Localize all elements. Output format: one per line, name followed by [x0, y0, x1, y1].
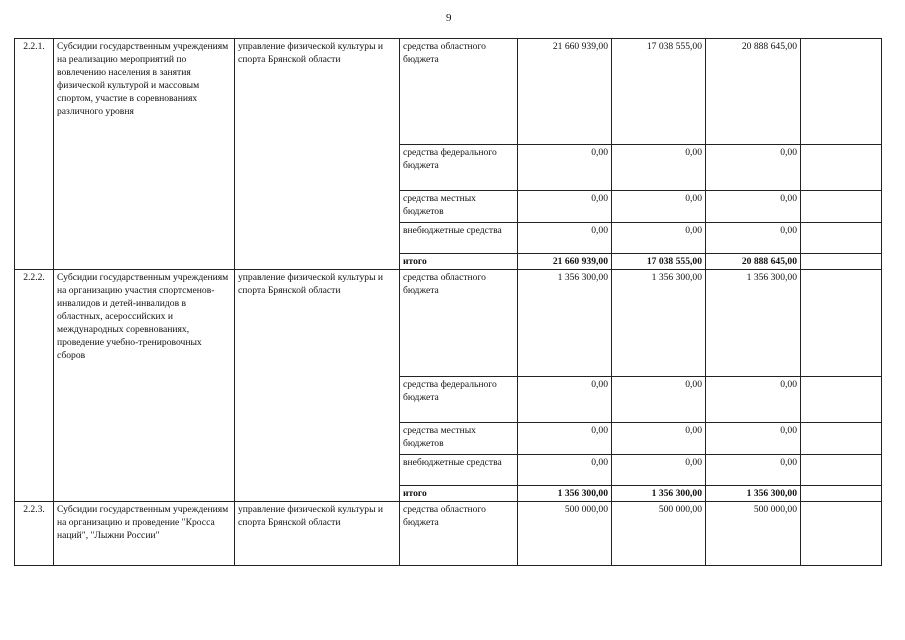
amount-cell: 0,00 — [518, 145, 612, 191]
amount-cell: 17 038 555,00 — [612, 254, 706, 270]
table-row — [15, 502, 882, 566]
empty-cell — [801, 270, 882, 377]
amount-cell: 0,00 — [706, 423, 801, 455]
amount-cell: 1 356 300,00 — [612, 486, 706, 502]
amount-cell: 0,00 — [706, 223, 801, 254]
funding-source: средства областного бюджета — [400, 270, 518, 377]
item-description: Субсидии государственным учреждениям на реализацию мероприятий по вовлечению населения в занятия физической культурой и массовым спортом, участие в соревнованиях различного уровня — [54, 39, 235, 270]
funding-source: средства местных бюджетов — [400, 191, 518, 223]
budget-table — [14, 38, 882, 566]
empty-cell — [801, 486, 882, 502]
amount-cell: 1 356 300,00 — [706, 270, 801, 377]
amount-cell: 0,00 — [706, 377, 801, 423]
amount-cell: 0,00 — [518, 423, 612, 455]
funding-source: внебюджетные средства — [400, 223, 518, 254]
amount-cell: 0,00 — [612, 223, 706, 254]
amount-cell: 0,00 — [518, 455, 612, 486]
amount-cell: 1 356 300,00 — [518, 270, 612, 377]
item-executor: управление физической культуры и спорта Брянской области — [235, 39, 400, 270]
amount-cell: 0,00 — [612, 377, 706, 423]
amount-cell: 20 888 645,00 — [706, 39, 801, 145]
empty-cell — [801, 377, 882, 423]
amount-cell: 0,00 — [706, 191, 801, 223]
amount-cell: 1 356 300,00 — [706, 486, 801, 502]
amount-cell: 0,00 — [612, 145, 706, 191]
item-executor: управление физической культуры и спорта Брянской области — [235, 270, 400, 502]
item-code: 2.2.3. — [15, 502, 54, 566]
amount-cell: 0,00 — [706, 145, 801, 191]
empty-cell — [801, 502, 882, 566]
amount-cell: 0,00 — [612, 191, 706, 223]
empty-cell — [801, 191, 882, 223]
amount-cell: 0,00 — [518, 377, 612, 423]
amount-cell: 0,00 — [612, 423, 706, 455]
amount-cell: 500 000,00 — [518, 502, 612, 566]
funding-source: средства областного бюджета — [400, 39, 518, 145]
table-row — [15, 270, 882, 377]
funding-source: внебюджетные средства — [400, 455, 518, 486]
empty-cell — [801, 145, 882, 191]
item-executor: управление физической культуры и спорта Брянской области — [235, 502, 400, 566]
empty-cell — [801, 455, 882, 486]
amount-cell: 0,00 — [612, 455, 706, 486]
empty-cell — [801, 423, 882, 455]
amount-cell: 21 660 939,00 — [518, 254, 612, 270]
funding-source: итого — [400, 254, 518, 270]
funding-source: средства федерального бюджета — [400, 377, 518, 423]
amount-cell: 0,00 — [518, 223, 612, 254]
funding-source: средства областного бюджета — [400, 502, 518, 566]
funding-source: итого — [400, 486, 518, 502]
amount-cell: 20 888 645,00 — [706, 254, 801, 270]
amount-cell: 1 356 300,00 — [518, 486, 612, 502]
amount-cell: 500 000,00 — [706, 502, 801, 566]
table-row — [15, 39, 882, 145]
amount-cell: 0,00 — [706, 455, 801, 486]
item-description: Субсидии государственным учреждениям на организацию и проведение "Кросса наций", "Лыжни России" — [54, 502, 235, 566]
empty-cell — [801, 223, 882, 254]
item-code: 2.2.1. — [15, 39, 54, 270]
empty-cell — [801, 254, 882, 270]
funding-source: средства федерального бюджета — [400, 145, 518, 191]
amount-cell: 17 038 555,00 — [612, 39, 706, 145]
amount-cell: 1 356 300,00 — [612, 270, 706, 377]
amount-cell: 0,00 — [518, 191, 612, 223]
page-number: 9 — [446, 12, 452, 24]
amount-cell: 500 000,00 — [612, 502, 706, 566]
empty-cell — [801, 39, 882, 145]
item-description: Субсидии государственным учреждениям на организацию участия спортсменов-инвалидов и детей-инвалидов в областных, асероссийских и международных соревнованиях, проведение учебно-тренировочных сборов — [54, 270, 235, 502]
amount-cell: 21 660 939,00 — [518, 39, 612, 145]
funding-source: средства местных бюджетов — [400, 423, 518, 455]
item-code: 2.2.2. — [15, 270, 54, 502]
